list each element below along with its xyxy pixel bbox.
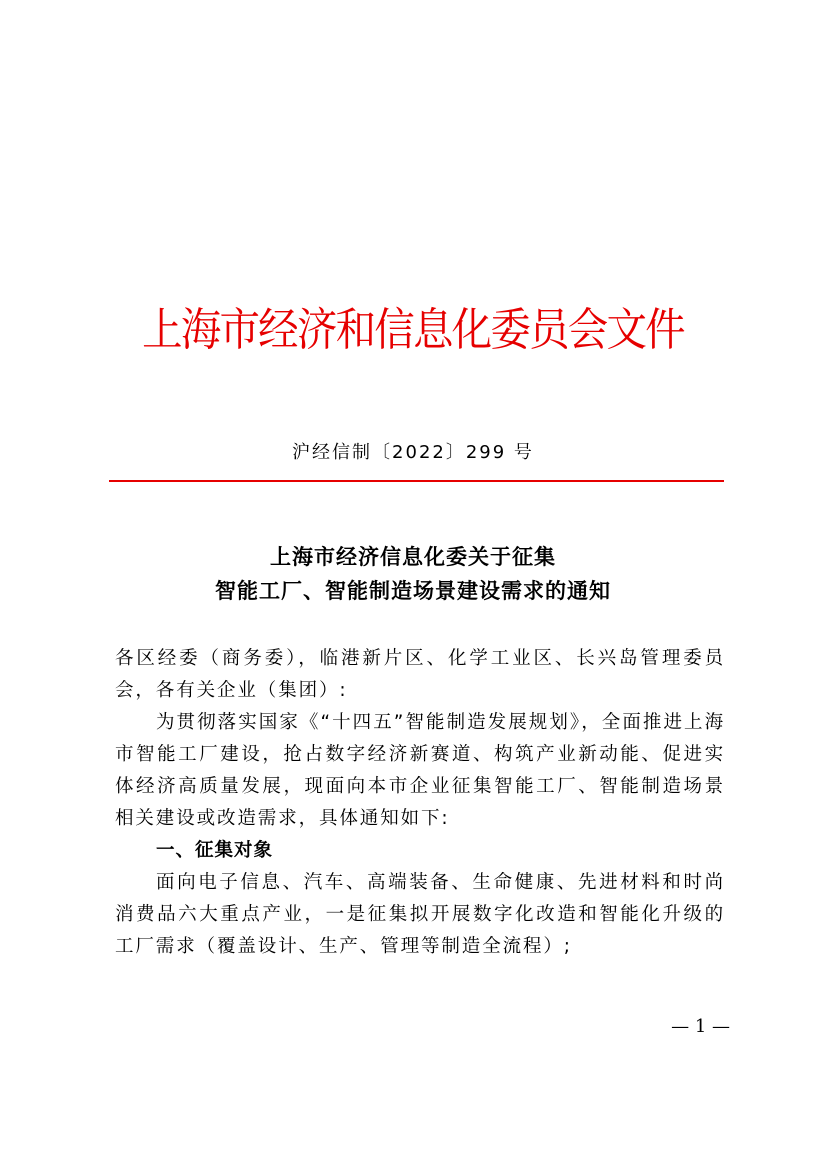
- document-title-line-1: 上海市经济信息化委关于征集: [270, 544, 556, 569]
- addressee-paragraph: 各区经委（商务委），临港新片区、化学工业区、长兴岛管理委员会，各有关企业（集团）:: [115, 648, 725, 701]
- red-divider-line: [109, 480, 724, 482]
- intro-paragraph: 为贯彻落实国家《“十四五”智能制造发展规划》，全面推进上海市智能工厂建设，抢占数字经济新赛道、构筑产业新动能、促进实体经济高质量发展，现面向本市企业征集智能工厂、智能制造场景相关建设或改造需求，具体通知如下:: [115, 712, 725, 829]
- section-1-paragraph: 面向电子信息、汽车、高端装备、生命健康、先进材料和时尚消费品六大重点产业，一是征集拟开展数字化改造和智能化升级的工厂需求（覆盖设计、生产、管理等制造全流程）;: [115, 872, 725, 957]
- section-heading-1: 一、征集对象: [156, 840, 274, 861]
- document-title-line-2: 智能工厂、智能制造场景建设需求的通知: [215, 578, 611, 603]
- document-title: [0, 540, 826, 608]
- document-body: [115, 643, 725, 963]
- page-number: — 1 —: [671, 1016, 730, 1037]
- document-number: 沪经信制〔2022〕299 号: [292, 442, 534, 463]
- masthead-title: 上海市经济和信息化委员会文件: [142, 303, 684, 356]
